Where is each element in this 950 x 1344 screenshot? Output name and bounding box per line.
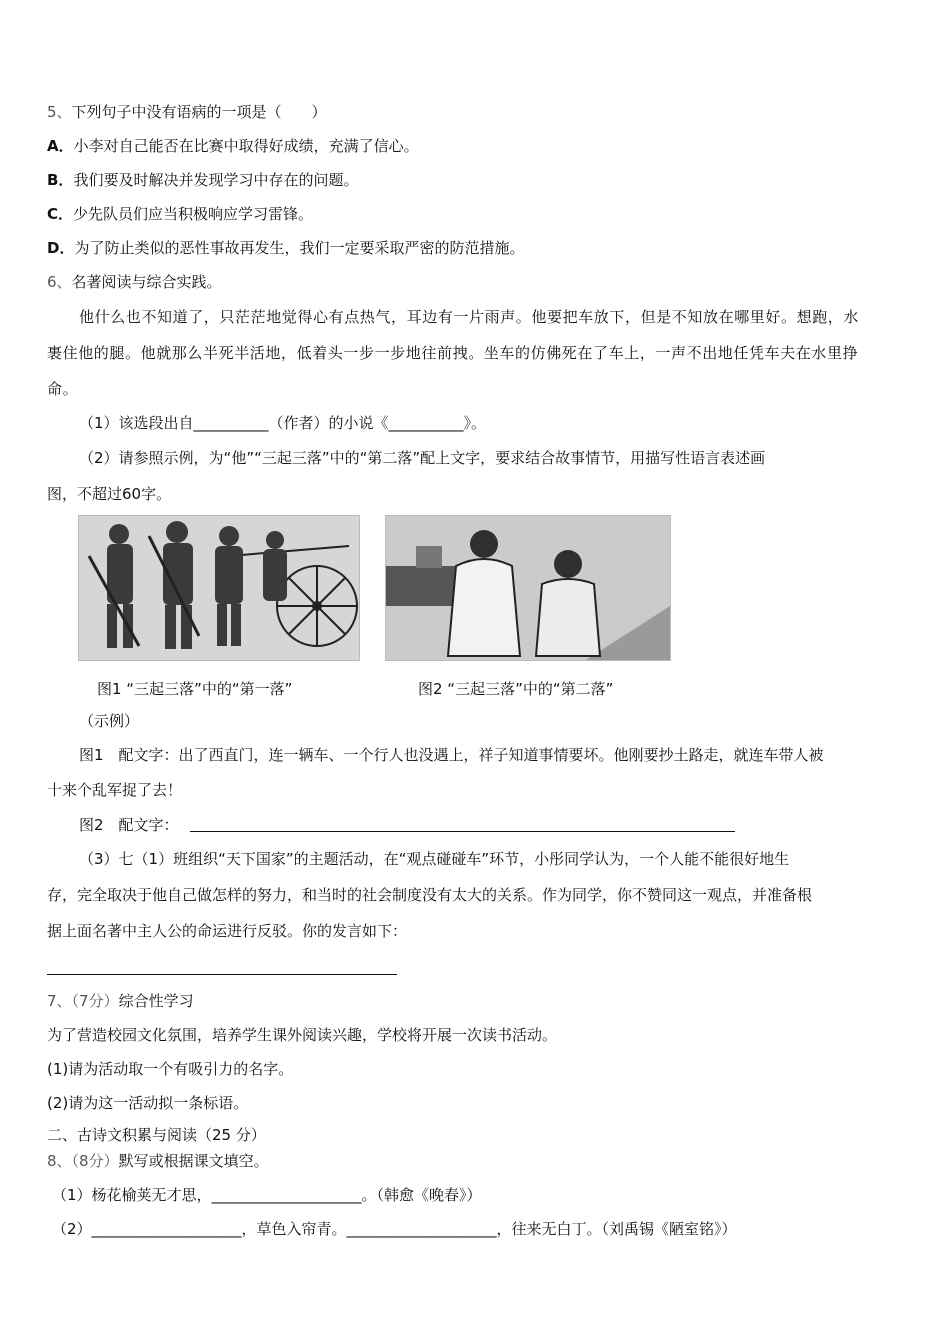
q6-passage-line-2: 裹住他的腿。他就那么半死半活地，低着头一步一步地往前拽。坐车的仿佛死在了车上，一声不出地任凭车夫在水里挣 [47, 344, 859, 362]
q6-passage-line-1: 他什么也不知道了，只茫茫地觉得心有点热气，耳边有一片雨声。他要把车放下，但是不知放在哪里好。想跑，水 [79, 308, 860, 326]
q6-sub2-line-2: 图，不超过60字。 [47, 485, 172, 503]
figure-2-illustration [385, 515, 671, 661]
q8-sub1: （1）杨花榆荚无才思，____________________。（韩愈《晚春》） [52, 1186, 482, 1204]
q7-sub1: (1)请为活动取一个有吸引力的名字。 [47, 1060, 294, 1078]
figure-2-caption: 图2 “三起三落”中的“第二落” [418, 680, 614, 698]
q6-sub1: （1）该选段出自__________（作者）的小说《__________》。 [79, 414, 487, 432]
q8-stem: 8、（8分）默写或根据课文填空。 [47, 1152, 269, 1170]
q8-sub2: （2）____________________，草色入帘青。____________________，往来无白丁。（刘禹锡《陋室铭》） [52, 1220, 737, 1238]
example-label: （示例） [79, 712, 140, 730]
q7-sub2: (2)请为这一活动拟一条标语。 [47, 1094, 249, 1112]
q6-sub3-answer-line[interactable] [47, 974, 397, 975]
q6-sub3-line-2: 存，完全取决于他自己做怎样的努力，和当时的社会制度没有太大的关系。作为同学，你不赞同这一观点，并准备根 [47, 886, 813, 904]
figure-1-illustration [78, 515, 360, 661]
q5-option-b: B．我们要及时解决并发现学习中存在的问题。 [47, 171, 359, 189]
q5-number: 5、 [47, 103, 72, 121]
q6-stem: 6、名著阅读与综合实践。 [47, 273, 222, 291]
fig2-text-label: 图2 配文字： [79, 816, 179, 834]
fig2-answer-line[interactable] [190, 831, 735, 832]
fig1-text-line-2: 十来个乱军捉了去！ [47, 781, 183, 799]
q6-sub3-line-1: （3）七（1）班组织“天下国家”的主题活动，在“观点碰碰车”环节，小彤同学认为，一个人能不能很好地生 [79, 850, 790, 868]
q5-stem [47, 102, 327, 122]
q7-intro: 为了营造校园文化氛围，培养学生课外阅读兴趣，学校将开展一次读书活动。 [47, 1026, 558, 1044]
q5-option-c: C．少先队员们应当积极响应学习雷锋。 [47, 205, 314, 223]
q5-option-a: A．小李对自己能否在比赛中取得好成绩，充满了信心。 [47, 137, 419, 155]
q6-sub3-line-3: 据上面名著中主人公的命运进行反驳。你的发言如下： [47, 922, 408, 940]
figure-1-caption: 图1 “三起三落”中的“第一落” [97, 680, 293, 698]
fig1-text-line-1: 图1 配文字：出了西直门，连一辆车、一个行人也没遇上，祥子知道事情要坏。他刚要抄土路走，就连车带人被 [79, 746, 824, 764]
q7-stem: 7、（7分）综合性学习 [47, 992, 194, 1010]
q6-sub2-line-1: （2）请参照示例，为“他”“三起三落”中的“第二落”配上文字，要求结合故事情节，用描写性语言表述画 [79, 449, 766, 467]
q5-stem-text: 下列句子中没有语病的一项是（ ） [71, 103, 327, 121]
section-2-heading: 二、古诗文积累与阅读（25 分） [47, 1126, 266, 1144]
q6-passage-line-3: 命。 [47, 380, 79, 398]
q5-option-d: D．为了防止类似的恶性事故再发生，我们一定要采取严密的防范措施。 [47, 239, 525, 257]
